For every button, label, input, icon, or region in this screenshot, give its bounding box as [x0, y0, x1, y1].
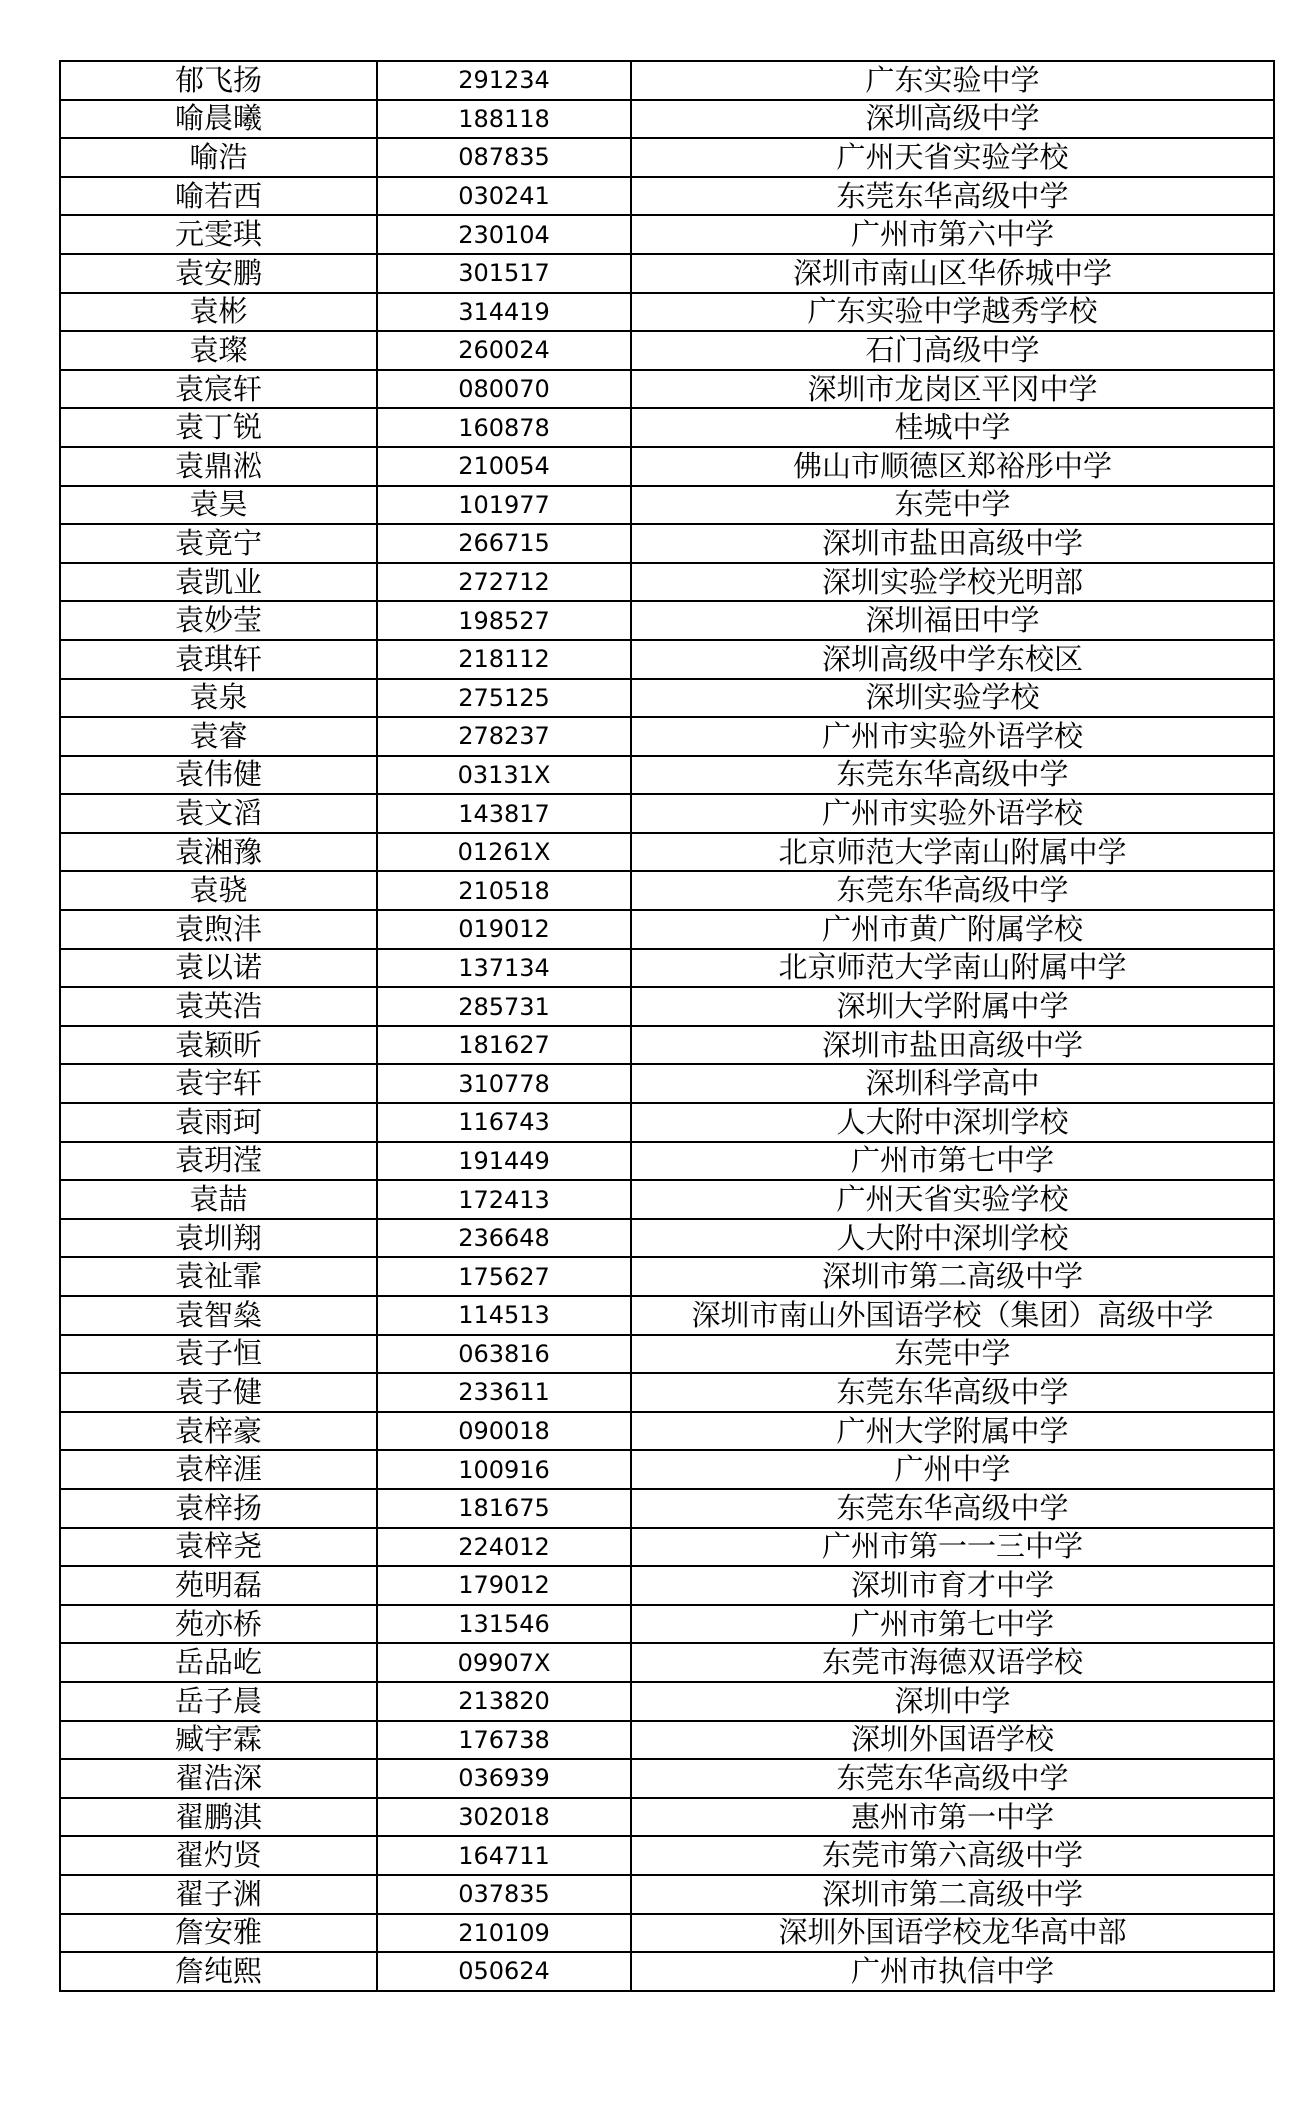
school-name-cell: 深圳市第二高级中学: [631, 1875, 1274, 1914]
school-name-cell: 人大附中深圳学校: [631, 1103, 1274, 1142]
school-name-cell: 佛山市顺德区郑裕彤中学: [631, 447, 1274, 486]
school-name-cell: 深圳市盐田高级中学: [631, 1026, 1274, 1065]
student-id-cell: 036939: [377, 1759, 631, 1798]
student-id-cell: 213820: [377, 1682, 631, 1721]
student-name-cell: 袁睿: [60, 717, 377, 756]
school-name-cell: 深圳外国语学校龙华高中部: [631, 1914, 1274, 1953]
student-name-cell: 翟灼贤: [60, 1836, 377, 1875]
student-id-cell: 301517: [377, 254, 631, 293]
student-name-cell: 袁雨珂: [60, 1103, 377, 1142]
student-id-cell: 224012: [377, 1528, 631, 1567]
student-id-cell: 181627: [377, 1026, 631, 1065]
table-row: [60, 601, 1274, 640]
student-id-cell: 302018: [377, 1798, 631, 1837]
school-name-cell: 北京师范大学南山附属中学: [631, 833, 1274, 872]
table-row: [60, 1335, 1274, 1374]
student-name-cell: 袁智燊: [60, 1296, 377, 1335]
student-id-cell: 210518: [377, 871, 631, 910]
school-name-cell: 广州市执信中学: [631, 1952, 1274, 1991]
school-name-cell: 北京师范大学南山附属中学: [631, 949, 1274, 988]
table-row: [60, 1489, 1274, 1528]
student-name-cell: 袁凯业: [60, 563, 377, 602]
student-name-cell: 袁泉: [60, 679, 377, 718]
student-id-cell: 019012: [377, 910, 631, 949]
student-name-cell: 詹纯熙: [60, 1952, 377, 1991]
student-name-cell: 袁彬: [60, 293, 377, 332]
student-id-cell: 114513: [377, 1296, 631, 1335]
school-name-cell: 广州市第六中学: [631, 215, 1274, 254]
results-table: [59, 60, 1275, 1992]
student-id-cell: 179012: [377, 1566, 631, 1605]
student-id-cell: 260024: [377, 331, 631, 370]
student-id-cell: 285731: [377, 987, 631, 1026]
student-name-cell: 袁祉霏: [60, 1257, 377, 1296]
table-row: [60, 1103, 1274, 1142]
student-id-cell: 09907X: [377, 1643, 631, 1682]
student-name-cell: 郁飞扬: [60, 61, 377, 100]
student-name-cell: 袁妙莹: [60, 601, 377, 640]
student-id-cell: 100916: [377, 1450, 631, 1489]
table-row: [60, 1257, 1274, 1296]
school-name-cell: 广州大学附属中学: [631, 1412, 1274, 1451]
student-name-cell: 袁竟宁: [60, 524, 377, 563]
student-name-cell: 袁宸轩: [60, 370, 377, 409]
school-name-cell: 桂城中学: [631, 408, 1274, 447]
student-id-cell: 275125: [377, 679, 631, 718]
student-id-cell: 188118: [377, 100, 631, 139]
student-id-cell: 266715: [377, 524, 631, 563]
table-row: [60, 100, 1274, 139]
table-row: [60, 486, 1274, 525]
school-name-cell: 深圳中学: [631, 1682, 1274, 1721]
student-name-cell: 袁鼎淞: [60, 447, 377, 486]
school-name-cell: 东莞市第六高级中学: [631, 1836, 1274, 1875]
table-row: [60, 331, 1274, 370]
school-name-cell: 深圳市南山外国语学校（集团）高级中学: [631, 1296, 1274, 1335]
student-name-cell: 袁骁: [60, 871, 377, 910]
school-name-cell: 广州市第一一三中学: [631, 1528, 1274, 1567]
school-name-cell: 人大附中深圳学校: [631, 1219, 1274, 1258]
school-name-cell: 深圳市盐田高级中学: [631, 524, 1274, 563]
table-row: [60, 1180, 1274, 1219]
school-name-cell: 深圳高级中学: [631, 100, 1274, 139]
school-name-cell: 广东实验中学越秀学校: [631, 293, 1274, 332]
student-name-cell: 袁梓尧: [60, 1528, 377, 1567]
student-id-cell: 191449: [377, 1142, 631, 1181]
student-id-cell: 090018: [377, 1412, 631, 1451]
school-name-cell: 深圳外国语学校: [631, 1721, 1274, 1760]
table-row: [60, 640, 1274, 679]
student-id-cell: 131546: [377, 1605, 631, 1644]
school-name-cell: 东莞中学: [631, 486, 1274, 525]
student-name-cell: 喻晨曦: [60, 100, 377, 139]
student-id-cell: 03131X: [377, 756, 631, 795]
student-name-cell: 翟鹏淇: [60, 1798, 377, 1837]
table-row: [60, 1566, 1274, 1605]
table-row: [60, 61, 1274, 100]
student-name-cell: 袁子健: [60, 1373, 377, 1412]
table-row: [60, 717, 1274, 756]
student-name-cell: 袁英浩: [60, 987, 377, 1026]
school-name-cell: 广州天省实验学校: [631, 1180, 1274, 1219]
table-row: [60, 756, 1274, 795]
school-name-cell: 东莞东华高级中学: [631, 756, 1274, 795]
table-row: [60, 293, 1274, 332]
table-row: [60, 408, 1274, 447]
school-name-cell: 东莞中学: [631, 1335, 1274, 1374]
student-name-cell: 袁煦沣: [60, 910, 377, 949]
table-row: [60, 1952, 1274, 1991]
table-row: [60, 1412, 1274, 1451]
student-id-cell: 137134: [377, 949, 631, 988]
school-name-cell: 深圳市育才中学: [631, 1566, 1274, 1605]
student-name-cell: 袁圳翔: [60, 1219, 377, 1258]
student-id-cell: 218112: [377, 640, 631, 679]
student-name-cell: 袁玥滢: [60, 1142, 377, 1181]
student-id-cell: 272712: [377, 563, 631, 602]
student-name-cell: 袁璨: [60, 331, 377, 370]
student-id-cell: 164711: [377, 1836, 631, 1875]
school-name-cell: 广州市实验外语学校: [631, 794, 1274, 833]
school-name-cell: 深圳市第二高级中学: [631, 1257, 1274, 1296]
student-name-cell: 袁子恒: [60, 1335, 377, 1374]
school-name-cell: 石门高级中学: [631, 331, 1274, 370]
student-id-cell: 080070: [377, 370, 631, 409]
table-row: [60, 1450, 1274, 1489]
school-name-cell: 广州市第七中学: [631, 1142, 1274, 1181]
table-row: [60, 138, 1274, 177]
table-row: [60, 1373, 1274, 1412]
school-name-cell: 深圳市南山区华侨城中学: [631, 254, 1274, 293]
table-row: [60, 447, 1274, 486]
student-name-cell: 袁梓扬: [60, 1489, 377, 1528]
student-id-cell: 278237: [377, 717, 631, 756]
student-name-cell: 翟子渊: [60, 1875, 377, 1914]
student-name-cell: 詹安雅: [60, 1914, 377, 1953]
table-row: [60, 1142, 1274, 1181]
student-name-cell: 袁伟健: [60, 756, 377, 795]
student-id-cell: 314419: [377, 293, 631, 332]
student-id-cell: 063816: [377, 1335, 631, 1374]
student-id-cell: 291234: [377, 61, 631, 100]
table-row: [60, 949, 1274, 988]
table-row: [60, 1682, 1274, 1721]
table-row: [60, 679, 1274, 718]
table-row: [60, 370, 1274, 409]
student-id-cell: 233611: [377, 1373, 631, 1412]
student-name-cell: 袁宇轩: [60, 1064, 377, 1103]
student-name-cell: 袁安鹏: [60, 254, 377, 293]
table-row: [60, 1914, 1274, 1953]
table-row: [60, 1759, 1274, 1798]
student-name-cell: 喻若西: [60, 177, 377, 216]
student-name-cell: 袁梓涯: [60, 1450, 377, 1489]
table-row: [60, 215, 1274, 254]
school-name-cell: 东莞东华高级中学: [631, 177, 1274, 216]
table-row: [60, 833, 1274, 872]
student-name-cell: 袁昊: [60, 486, 377, 525]
table-row: [60, 1064, 1274, 1103]
student-id-cell: 172413: [377, 1180, 631, 1219]
student-id-cell: 143817: [377, 794, 631, 833]
student-name-cell: 袁颖昕: [60, 1026, 377, 1065]
table-row: [60, 254, 1274, 293]
student-id-cell: 01261X: [377, 833, 631, 872]
school-name-cell: 东莞市海德双语学校: [631, 1643, 1274, 1682]
table-row: [60, 1605, 1274, 1644]
student-id-cell: 236648: [377, 1219, 631, 1258]
school-name-cell: 深圳高级中学东校区: [631, 640, 1274, 679]
table-row: [60, 987, 1274, 1026]
student-id-cell: 210109: [377, 1914, 631, 1953]
school-name-cell: 惠州市第一中学: [631, 1798, 1274, 1837]
student-name-cell: 岳品屹: [60, 1643, 377, 1682]
school-name-cell: 东莞东华高级中学: [631, 1489, 1274, 1528]
table-row: [60, 871, 1274, 910]
school-name-cell: 深圳实验学校光明部: [631, 563, 1274, 602]
table-row: [60, 1643, 1274, 1682]
table-row: [60, 1296, 1274, 1335]
student-id-cell: 230104: [377, 215, 631, 254]
school-name-cell: 广州市黄广附属学校: [631, 910, 1274, 949]
student-name-cell: 袁丁锐: [60, 408, 377, 447]
table-row: [60, 1875, 1274, 1914]
student-name-cell: 元雯琪: [60, 215, 377, 254]
student-id-cell: 116743: [377, 1103, 631, 1142]
table-row: [60, 1219, 1274, 1258]
school-name-cell: 深圳大学附属中学: [631, 987, 1274, 1026]
table-row: [60, 1798, 1274, 1837]
student-name-cell: 翟浩深: [60, 1759, 377, 1798]
student-id-cell: 310778: [377, 1064, 631, 1103]
table-body: [60, 61, 1274, 1991]
student-name-cell: 袁湘豫: [60, 833, 377, 872]
table-row: [60, 794, 1274, 833]
table-row: [60, 1721, 1274, 1760]
student-id-cell: 175627: [377, 1257, 631, 1296]
student-name-cell: 袁以诺: [60, 949, 377, 988]
school-name-cell: 广州中学: [631, 1450, 1274, 1489]
student-name-cell: 袁文滔: [60, 794, 377, 833]
table-row: [60, 524, 1274, 563]
student-name-cell: 袁梓豪: [60, 1412, 377, 1451]
school-name-cell: 深圳科学高中: [631, 1064, 1274, 1103]
school-name-cell: 东莞东华高级中学: [631, 1759, 1274, 1798]
school-name-cell: 深圳市龙岗区平冈中学: [631, 370, 1274, 409]
student-name-cell: 袁喆: [60, 1180, 377, 1219]
student-name-cell: 岳子晨: [60, 1682, 377, 1721]
table-row: [60, 177, 1274, 216]
student-id-cell: 160878: [377, 408, 631, 447]
student-id-cell: 087835: [377, 138, 631, 177]
school-name-cell: 深圳实验学校: [631, 679, 1274, 718]
table-row: [60, 1528, 1274, 1567]
student-id-cell: 050624: [377, 1952, 631, 1991]
school-name-cell: 深圳福田中学: [631, 601, 1274, 640]
student-name-cell: 臧宇霖: [60, 1721, 377, 1760]
table-row: [60, 563, 1274, 602]
table-row: [60, 1836, 1274, 1875]
student-id-cell: 198527: [377, 601, 631, 640]
school-name-cell: 广州市第七中学: [631, 1605, 1274, 1644]
student-name-cell: 苑亦桥: [60, 1605, 377, 1644]
school-name-cell: 东莞东华高级中学: [631, 871, 1274, 910]
school-name-cell: 广州市实验外语学校: [631, 717, 1274, 756]
school-name-cell: 广东实验中学: [631, 61, 1274, 100]
school-name-cell: 广州天省实验学校: [631, 138, 1274, 177]
table-row: [60, 1026, 1274, 1065]
student-id-cell: 037835: [377, 1875, 631, 1914]
student-id-cell: 210054: [377, 447, 631, 486]
student-name-cell: 袁琪轩: [60, 640, 377, 679]
student-name-cell: 苑明磊: [60, 1566, 377, 1605]
student-id-cell: 030241: [377, 177, 631, 216]
student-id-cell: 181675: [377, 1489, 631, 1528]
student-name-cell: 喻浩: [60, 138, 377, 177]
school-name-cell: 东莞东华高级中学: [631, 1373, 1274, 1412]
student-id-cell: 101977: [377, 486, 631, 525]
table-row: [60, 910, 1274, 949]
student-id-cell: 176738: [377, 1721, 631, 1760]
